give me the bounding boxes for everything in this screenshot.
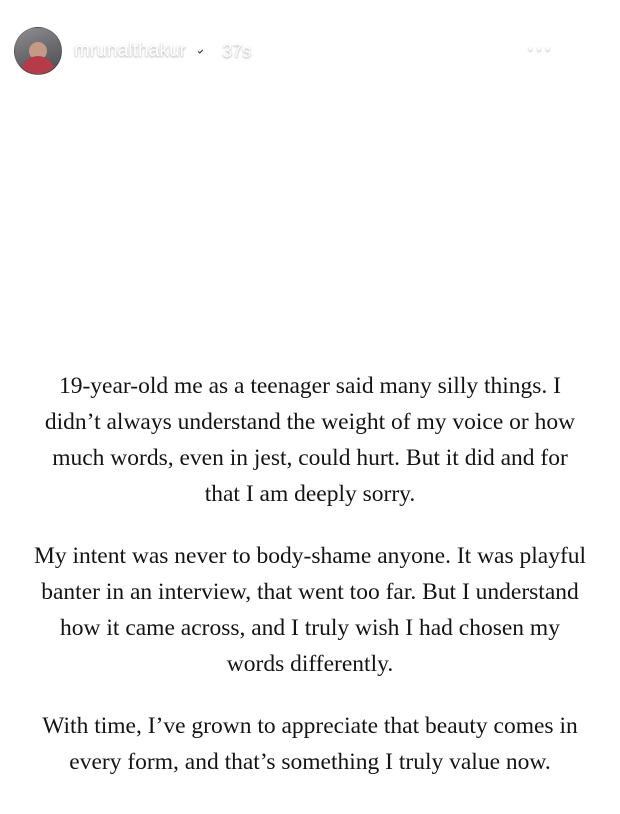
story-paragraph: My intent was never to body-shame anyone. It was playful banter in an interview, that went too far. But I understand how it came across, and I truly wish I had chosen my words differently. <box>33 543 587 677</box>
progress-segment-fill <box>312 8 460 11</box>
verified-badge-icon <box>193 44 208 59</box>
close-icon[interactable] <box>572 34 606 68</box>
timestamp-label: 37s <box>222 40 252 61</box>
progress-segment-fill <box>160 8 308 11</box>
more-options-icon[interactable]: ⋯ <box>526 33 554 63</box>
progress-segment[interactable] <box>312 8 460 11</box>
progress-segment-fill <box>8 8 156 11</box>
story-paragraph: With time, I’ve grown to appreciate that beauty comes in every form, and that’s something I truly value now. <box>42 713 578 775</box>
story-text-block <box>32 368 588 780</box>
username-label[interactable]: mrunalthakur <box>74 40 187 61</box>
story-paragraph: 19-year-old me as a teenager said many silly things. I didn’t always understand the weight of my voice or how much words, even in jest, could hurt. But it did and for that I am deeply sorry. <box>44 373 576 507</box>
avatar[interactable] <box>14 27 62 75</box>
story-header <box>0 22 620 80</box>
story-progress-bars <box>8 8 612 11</box>
progress-segment[interactable] <box>160 8 308 11</box>
progress-segment[interactable] <box>8 8 156 11</box>
progress-segment[interactable] <box>464 8 612 11</box>
avatar-body <box>21 56 55 75</box>
